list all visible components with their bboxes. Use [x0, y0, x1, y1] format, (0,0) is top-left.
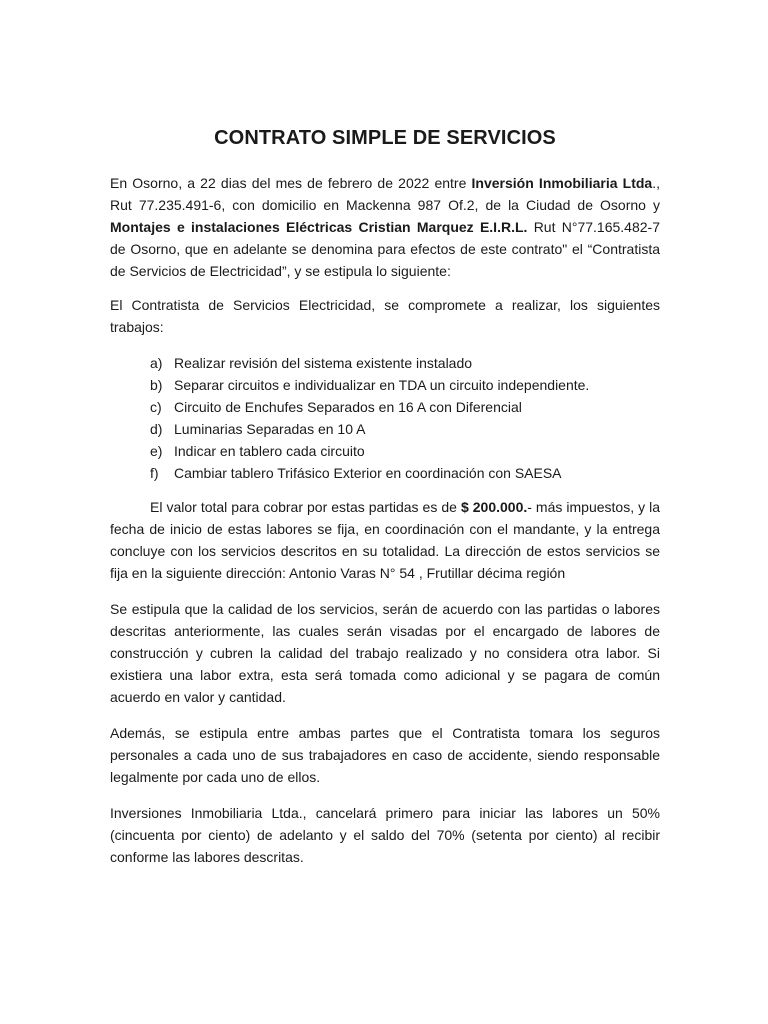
- value-paragraph: [110, 496, 660, 584]
- document-title: CONTRATO SIMPLE DE SERVICIOS: [214, 127, 556, 149]
- list-item-text: Cambiar tablero Trifásico Exterior en coordinación con SAESA: [174, 465, 562, 481]
- list-marker: f): [150, 465, 159, 481]
- payment-paragraph: Inversiones Inmobiliaria Ltda., cancelará primero para iniciar las labores un 50% (cincuenta por ciento) de adelanto y el saldo del 70% (setenta por ciento) al recibir conforme las labores descritas.: [110, 805, 660, 865]
- list-item: [150, 352, 660, 374]
- scope-paragraph: El Contratista de Servicios Electricidad, se compromete a realizar, los siguientes trabajos:: [110, 297, 660, 335]
- list-marker: b): [150, 377, 163, 393]
- value-text-1: El valor total para cobrar por estas partidas es de: [150, 499, 461, 515]
- quality-paragraph: Se estipula que la calidad de los servicios, serán de acuerdo con las partidas o labores descritas anteriormente, las cuales serán visadas por el encargado de labores de construcción y cubren la calidad del trabajo realizado y no considera otra labor. Si existiera una labor extra, esta será tomada como adicional y se pagara de común acuerdo en valor y cantidad.: [110, 601, 660, 705]
- list-item-text: Circuito de Enchufes Separados en 16 A con Diferencial: [174, 399, 522, 415]
- company-name-1: Inversión Inmobiliaria Ltda: [471, 175, 653, 191]
- intro-text-3: Rut N°77.165.482-7 de Osorno, que en adelante se denomina para efectos de este contrato" el “Contratista de Servicios de Electricidad”, y se estipula lo siguiente:: [110, 219, 660, 279]
- list-item: [150, 462, 660, 484]
- list-item-text: Separar circuitos e individualizar en TDA un circuito independiente.: [174, 377, 590, 393]
- list-item-text: Realizar revisión del sistema existente instalado: [174, 355, 473, 371]
- list-marker: d): [150, 421, 163, 437]
- contract-amount: $ 200.000.: [460, 499, 528, 515]
- intro-text-2: ., Rut 77.235.491-6, con domicilio en Mackenna 987 Of.2, de la Ciudad de Osorno y: [110, 175, 660, 213]
- list-marker: a): [150, 355, 163, 371]
- insurance-paragraph: Además, se estipula entre ambas partes que el Contratista tomara los seguros personales a cada uno de sus trabajadores en caso de accidente, siendo responsable legalmente por cada uno de ellos.: [110, 725, 660, 785]
- list-marker: e): [150, 443, 163, 459]
- value-text-2: - más impuestos, y la fecha de inicio de estas labores se fija, en coordinación con el mandante, y la entrega concluye con los servicios descritos en su totalidad. La dirección de estos servicios se fija en la siguiente dirección: Antonio Varas N° 54 , Frutillar décima región: [110, 499, 661, 581]
- task-list: [110, 352, 660, 484]
- list-item: [150, 418, 660, 440]
- list-item-text: Luminarias Separadas en 10 A: [174, 421, 366, 437]
- list-marker: c): [150, 399, 162, 415]
- list-item: [150, 440, 660, 462]
- list-item: [150, 396, 660, 418]
- list-item-text: Indicar en tablero cada circuito: [174, 443, 365, 459]
- list-item: [150, 374, 660, 396]
- intro-text-1: En Osorno, a 22 dias del mes de febrero de 2022 entre: [110, 175, 472, 191]
- company-name-2: Montajes e instalaciones Eléctricas Cristian Marquez E.I.R.L.: [110, 219, 528, 235]
- intro-paragraph: [110, 172, 660, 282]
